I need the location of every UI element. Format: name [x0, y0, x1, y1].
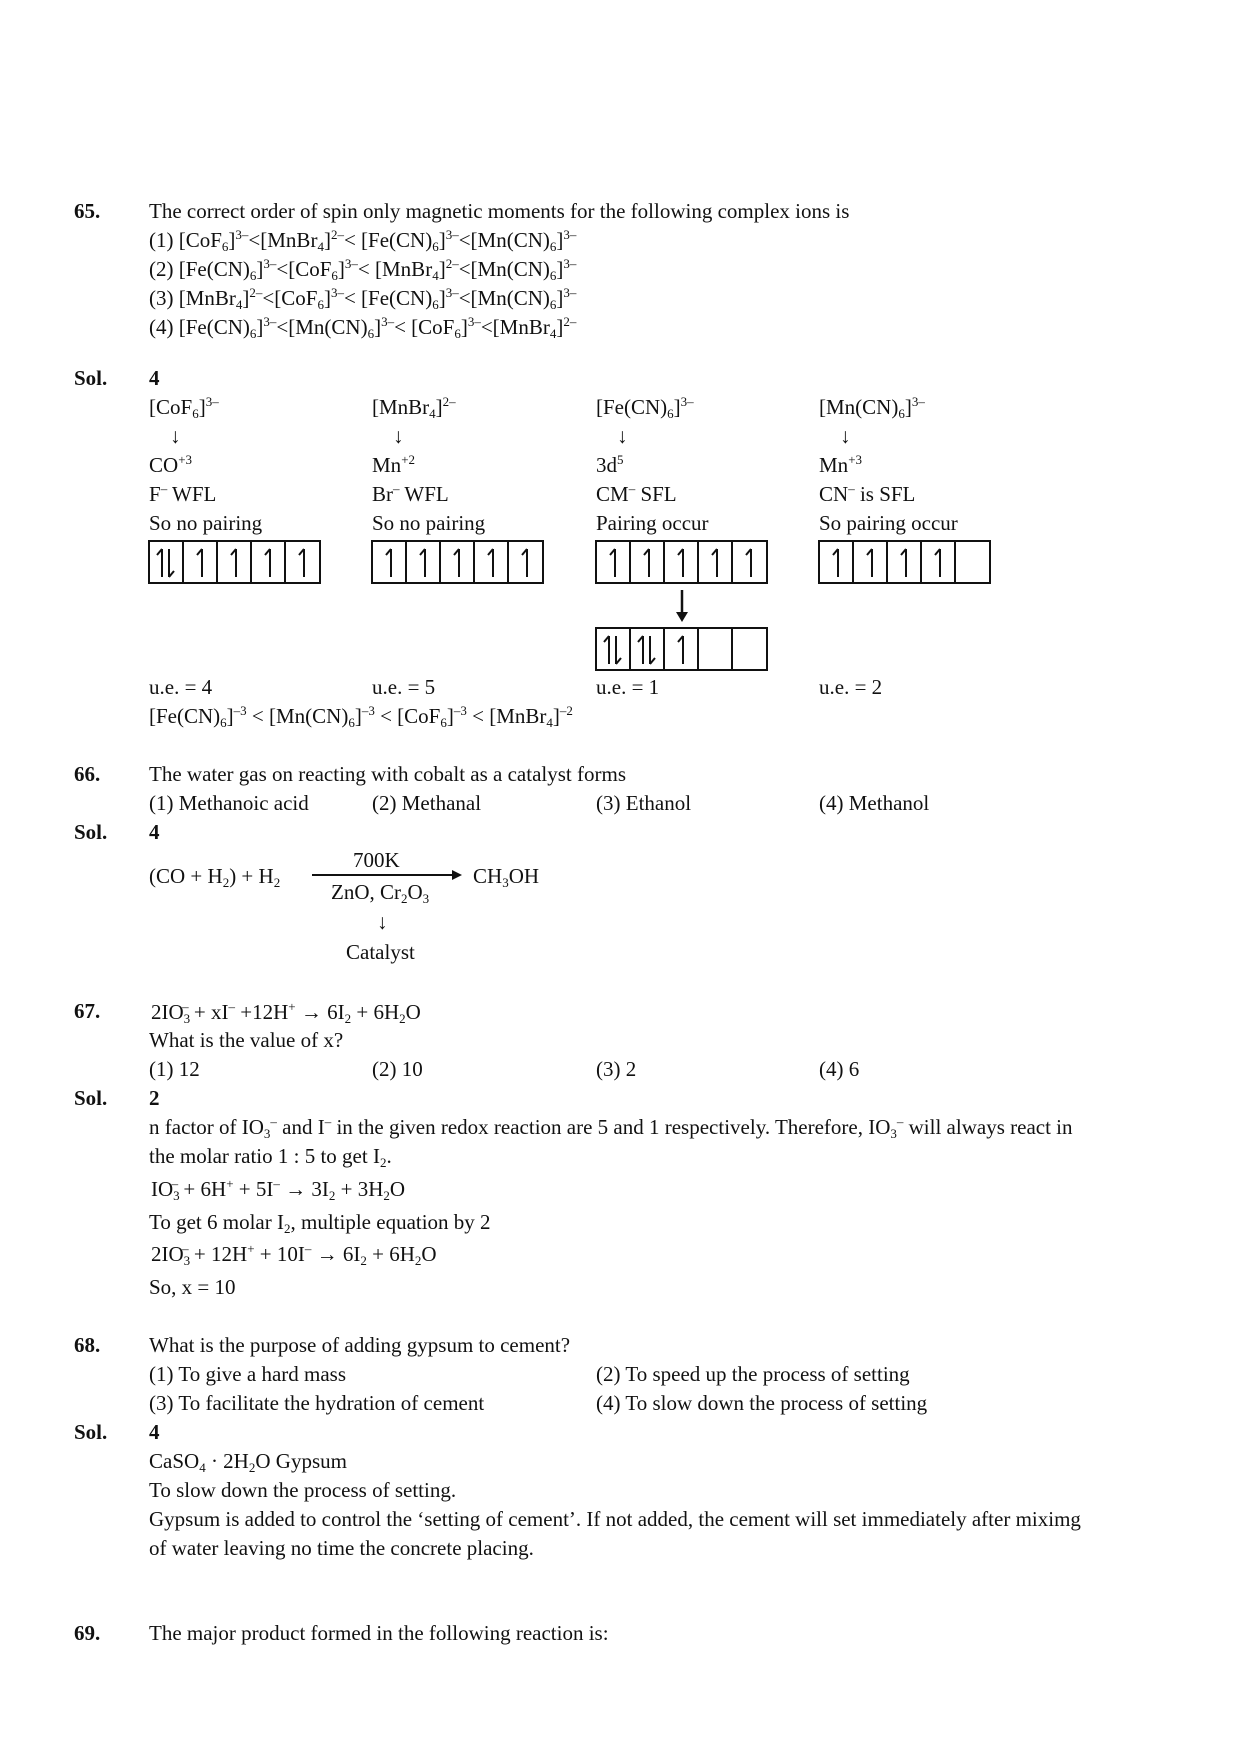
- ligand-field: CM– SFL: [596, 481, 677, 506]
- orbital-diagrams: [0, 0, 1241, 700]
- sol-label: Sol.: [74, 820, 108, 844]
- option-4: (4) Methanol: [819, 791, 930, 815]
- option-1: (1) $[CoF_6]^{3-}<[MnBr_4]^{2-}< [Fe(CN)_6]^{3-}<[Mn(CN)_6]^{3-}$: [149, 227, 577, 254]
- down-arrow: ↓: [393, 424, 404, 448]
- pairing-note: So pairing occur: [819, 511, 958, 535]
- option-4: (4) 6: [819, 1057, 860, 1081]
- explanation-line: To slow down the process of setting.: [149, 1478, 457, 1502]
- answer: 4: [149, 820, 160, 844]
- explanation-line: So, x = 10: [149, 1275, 236, 1299]
- metal-ion: $Mn^{+2}$: [372, 452, 416, 477]
- reactants: $(CO + H_2) + H_2$: [149, 864, 281, 890]
- complex-label: [MnBr$_4$]$^{2-}$: [372, 394, 456, 421]
- explanation-line: CaSO$_4$ · $2H_2O$ Gypsum: [149, 1449, 347, 1475]
- question-equation: $2IO_3^- + xI^- +12H^+ \to 6I_2 + 6H_2O$: [151, 999, 421, 1026]
- option-1: (1) 12: [149, 1057, 200, 1081]
- metal-ion: $Mn^{+3}$: [819, 452, 863, 477]
- option-4: (4) To slow down the process of setting: [596, 1391, 928, 1415]
- question-text: The major product formed in the following reaction is:: [149, 1621, 609, 1645]
- option-2: (2) 10: [372, 1057, 423, 1081]
- explanation-line: of water leaving no time the concrete placing.: [149, 1536, 534, 1560]
- equation: $IO_3^- + 6H^+ + 5I^- \to 3I_2 + 3H_2O$: [151, 1176, 406, 1203]
- question-number: 67.: [74, 999, 101, 1023]
- question-number: 69.: [74, 1621, 101, 1645]
- option-1: (1) Methanoic acid: [149, 791, 309, 815]
- option-3: (3) To facilitate the hydration of cement: [149, 1391, 485, 1415]
- answer: 4: [149, 1420, 160, 1444]
- complex-label: $[Fe(CN)_6]^{3-}$: [596, 394, 694, 421]
- unpaired-electrons: u.e. = 5: [372, 675, 436, 699]
- question-text: What is the value of x?: [149, 1028, 344, 1052]
- equation: $2IO_3^- + 12H^+ + 10I^- \to 6I_2 + 6H_2O$: [151, 1241, 437, 1268]
- option-2: (2) Methanal: [372, 791, 482, 815]
- pairing-note: So no pairing: [372, 511, 486, 535]
- question-text: The correct order of spin only magnetic moments for the following complex ions is: [149, 199, 850, 223]
- unpaired-electrons: u.e. = 1: [596, 675, 660, 699]
- explanation-line: Gypsum is added to control the ‘setting of cement’. If not added, the cement will set immediately after miximg: [149, 1507, 1081, 1531]
- reaction-temperature: 700K: [353, 848, 400, 872]
- question-text: What is the purpose of adding gypsum to cement?: [149, 1333, 571, 1357]
- option-3: (3) 2: [596, 1057, 637, 1081]
- orbital-box-fecn6: [596, 541, 767, 583]
- option-2: (2) $[Fe(CN)_6]^{3-}<[CoF_6]^{3-}<$ $[MnBr_4]^{2-}<[Mn(CN)_6]^{3-}$: [149, 256, 577, 283]
- pairing-note: So no pairing: [149, 511, 263, 535]
- question-text: The water gas on reacting with cobalt as a catalyst forms: [149, 762, 626, 786]
- final-order: $[Fe(CN)_6]^{-3} < [Mn(CN)_6]^{-3} < [CoF_6]^{-3}$ < [MnBr$_4$]$^{-2}$: [149, 703, 573, 730]
- metal-ion: $3d^5$: [596, 452, 624, 477]
- metal-ion: $CO^{+3}$: [149, 452, 193, 477]
- pairing-arrow: [676, 590, 688, 622]
- question-number: 65.: [74, 199, 101, 223]
- question-number: 68.: [74, 1333, 101, 1357]
- down-arrow: ↓: [170, 424, 181, 448]
- orbital-box-mnbr4: [372, 541, 543, 583]
- unpaired-electrons: u.e. = 2: [819, 675, 883, 699]
- sol-label: Sol.: [74, 1420, 108, 1444]
- catalyst-label: Catalyst: [346, 940, 415, 964]
- unpaired-electrons: u.e. = 4: [149, 675, 213, 699]
- option-4: (4) $[Fe(CN)_6]^{3-}<[Mn(CN)_6]^{3-}<$ $[CoF_6]^{3-}<[MnBr_4]^{2-}$: [149, 314, 577, 341]
- option-3: (3) Ethanol: [596, 791, 692, 815]
- question-number: 66.: [74, 762, 101, 786]
- pairing-note: Pairing occur: [596, 511, 709, 535]
- down-arrow: ↓: [617, 424, 628, 448]
- answer: 4: [149, 366, 160, 390]
- down-arrow: ↓: [377, 910, 388, 934]
- orbital-box-mncn6: [819, 541, 990, 583]
- down-arrow: ↓: [840, 424, 851, 448]
- product: $CH_3OH$: [473, 864, 540, 890]
- option-3: (3) $[MnBr_4]^{2-}<[CoF_6]^{3-}< [Fe(CN)_6]^{3-}<[Mn(CN)_6]^{3-}$: [149, 285, 577, 312]
- complex-label: $[Mn(CN)_6]^{3-}$: [819, 394, 925, 421]
- ligand-field: Br– WFL: [372, 481, 449, 506]
- explanation-line: n factor of $IO_3^-$ and I– in the given redox reaction are 5 and 1 respectively. Therefore, $IO_3^-$ will always react in: [149, 1114, 1073, 1141]
- ligand-field: F– WFL: [149, 481, 217, 506]
- orbital-box-cof6: [149, 541, 320, 583]
- sol-label: Sol.: [74, 1086, 108, 1110]
- option-2: (2) To speed up the process of setting: [596, 1362, 910, 1386]
- reaction-conditions: ZnO, $Cr_2O_3$: [331, 880, 430, 906]
- complex-label: $[CoF_6]^{3-}$: [149, 394, 219, 421]
- answer: 2: [149, 1086, 160, 1110]
- explanation-line: the molar ratio 1 : 5 to get $I_2$.: [149, 1144, 392, 1170]
- orbital-box-fecn6-paired: [596, 628, 767, 670]
- ligand-field: CN– is SFL: [819, 481, 916, 506]
- option-1: (1) To give a hard mass: [149, 1362, 347, 1386]
- sol-label: Sol.: [74, 366, 108, 390]
- explanation-line: To get 6 molar $I_2$, multiple equation by 2: [149, 1210, 491, 1236]
